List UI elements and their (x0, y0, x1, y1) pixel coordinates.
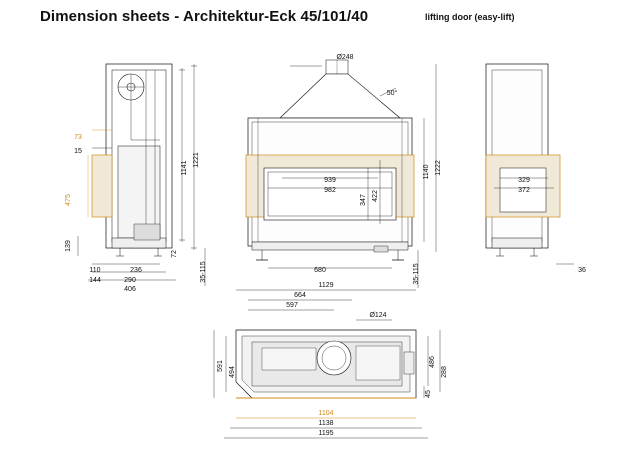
dim-plan-1138: 1138 (318, 420, 334, 427)
dim-front-1222: 1222 (435, 160, 442, 176)
dim-plan-664: 664 (294, 292, 306, 299)
dim-left-236: 236 (130, 267, 142, 274)
dim-right-329: 329 (518, 177, 530, 184)
dim-left-73: 73 (74, 134, 82, 141)
dim-left-1221: 1221 (193, 152, 200, 168)
dim-right-36: 36 (578, 267, 586, 274)
dim-front-680: 680 (314, 267, 326, 274)
view-front (246, 60, 436, 288)
dim-left-406: 406 (124, 286, 136, 293)
dim-front-angle: 35-115 (413, 263, 420, 285)
dim-front-982: 982 (324, 187, 336, 194)
dim-plan-1195: 1195 (318, 430, 334, 437)
dim-plan-288: 288 (441, 366, 448, 378)
dim-front-angle50: 50° (386, 90, 398, 97)
dim-left-72: 72 (171, 250, 178, 258)
dim-front-1140: 1140 (423, 164, 430, 180)
page-title: Dimension sheets - Architektur-Eck 45/101/40 (40, 8, 369, 25)
dim-left-290: 290 (124, 277, 136, 284)
dim-plan-1129: 1129 (318, 282, 334, 289)
dim-plan-air: Ø124 (369, 312, 387, 319)
dim-plan-486: 486 (429, 356, 436, 368)
dim-front-422: 422 (372, 190, 379, 202)
dim-plan-45: 45 (425, 390, 432, 398)
dim-left-15: 15 (74, 148, 82, 155)
view-right-side (486, 64, 574, 264)
dim-left-144: 144 (89, 277, 101, 284)
dim-left-angle: 35-115 (200, 261, 207, 283)
dim-plan-494: 494 (229, 366, 236, 378)
dim-left-1141: 1141 (181, 160, 188, 176)
dim-plan-597: 597 (286, 302, 298, 309)
dim-front-939: 939 (324, 177, 336, 184)
page-subtitle: lifting door (easy-lift) (425, 12, 515, 22)
dim-front-347: 347 (360, 194, 367, 206)
dim-plan-591: 591 (217, 360, 224, 372)
dim-left-110: 110 (89, 267, 101, 274)
dim-left-139: 139 (65, 240, 72, 252)
dim-plan-1104: 1104 (318, 410, 334, 417)
dim-front-flue: Ø248 (336, 54, 354, 61)
dim-right-372: 372 (518, 187, 530, 194)
dim-left-475: 475 (65, 194, 72, 206)
